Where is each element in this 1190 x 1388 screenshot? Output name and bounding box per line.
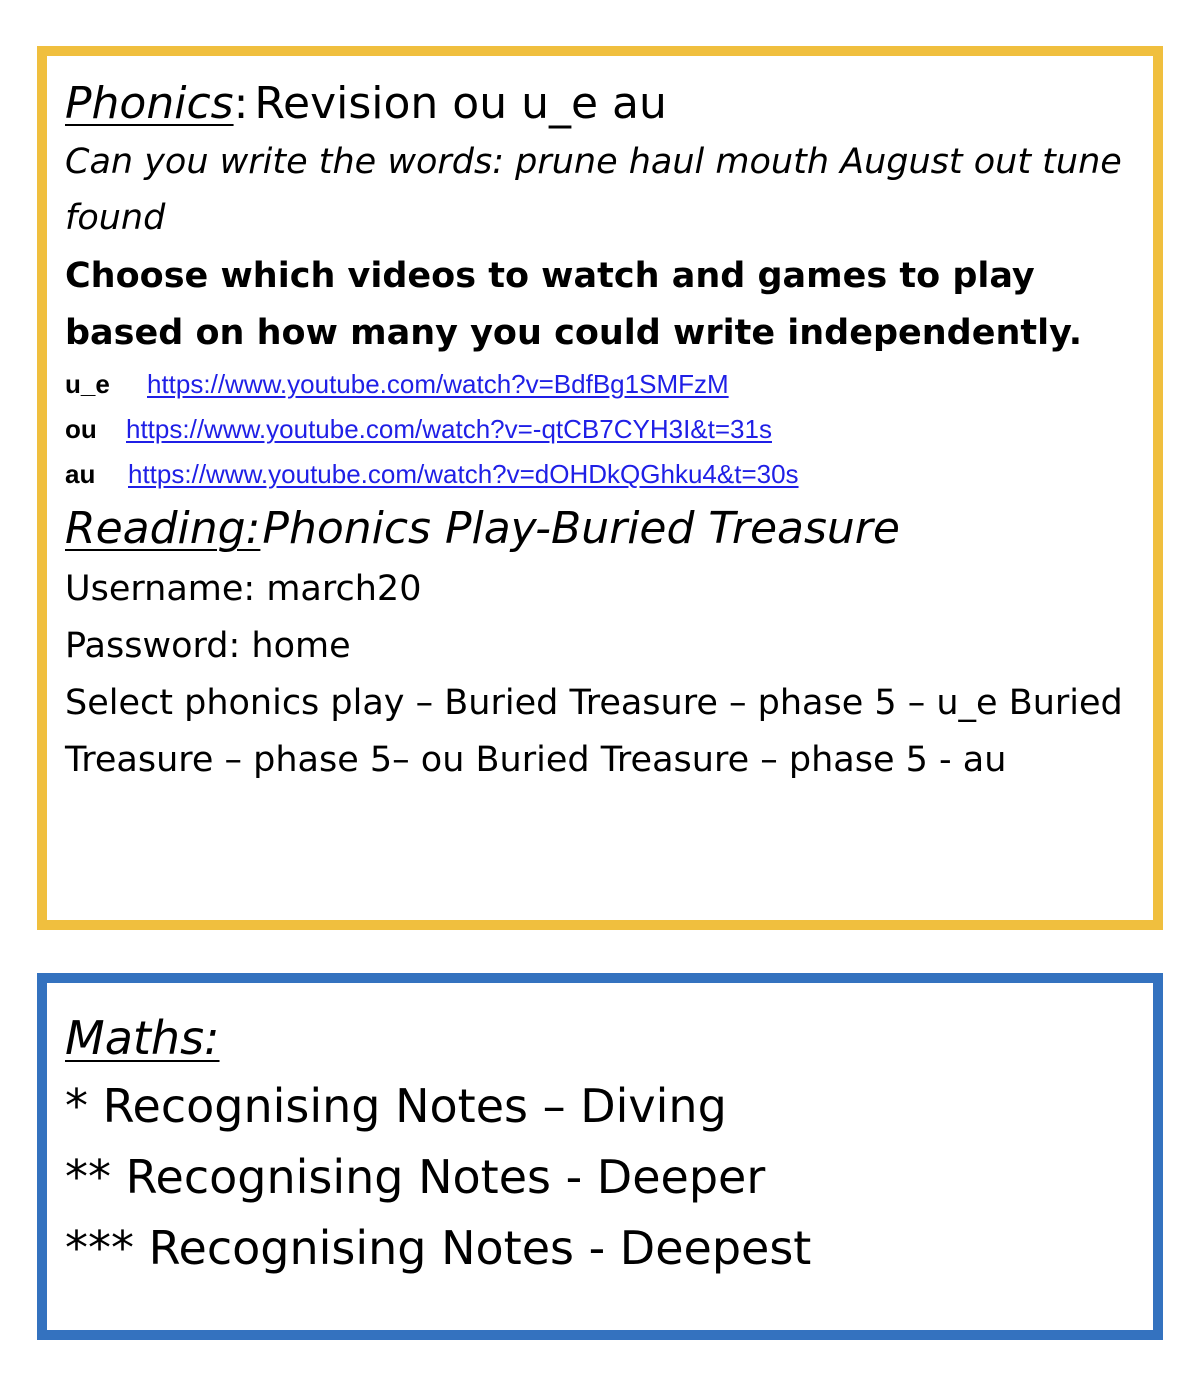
video-link-ou[interactable]: https://www.youtube.com/watch?v=-qtCB7CYH3I&t=31s	[126, 414, 772, 444]
video-link-label: au	[65, 459, 96, 489]
video-link-row-ou	[65, 407, 1153, 452]
reading-heading	[65, 497, 1153, 561]
video-link-row-au	[65, 452, 1153, 497]
maths-item: ** Recognising Notes - Deeper	[65, 1150, 766, 1204]
video-link-row-u-e	[65, 362, 1153, 407]
phonics-title: Revision ou u_e au	[254, 78, 667, 129]
phonics-instruction: Choose which videos to watch and games to play based on how many you could write independently.	[65, 256, 1083, 353]
maths-label: Maths:	[65, 1011, 220, 1065]
video-link-u-e[interactable]: https://www.youtube.com/watch?v=BdfBg1SMFzM	[147, 369, 729, 399]
phonics-label-colon: :	[233, 78, 249, 129]
reading-label: Reading:	[65, 503, 261, 554]
phonics-label: Phonics	[65, 78, 234, 129]
maths-heading	[65, 1005, 1153, 1071]
reading-instructions: Select phonics play – Buried Treasure – phase 5 – u_e Buried Treasure – phase 5– ou Buried Treasure – phase 5 - au	[65, 683, 1123, 780]
phonics-prompt: Can you write the words: prune haul mouth August out tune found	[65, 142, 1122, 238]
reading-username: Username: march20	[65, 569, 422, 609]
video-link-au[interactable]: https://www.youtube.com/watch?v=dOHDkQGhku4&t=30s	[128, 459, 799, 489]
maths-panel	[37, 973, 1163, 1340]
phonics-heading	[65, 74, 1153, 134]
maths-item: *** Recognising Notes - Deepest	[65, 1221, 812, 1275]
reading-title: Phonics Play-Buried Treasure	[262, 503, 900, 554]
maths-item: * Recognising Notes – Diving	[65, 1079, 727, 1133]
video-link-label: u_e	[65, 369, 110, 399]
video-link-label: ou	[65, 414, 97, 444]
reading-password: Password: home	[65, 626, 351, 666]
phonics-panel	[37, 46, 1163, 930]
